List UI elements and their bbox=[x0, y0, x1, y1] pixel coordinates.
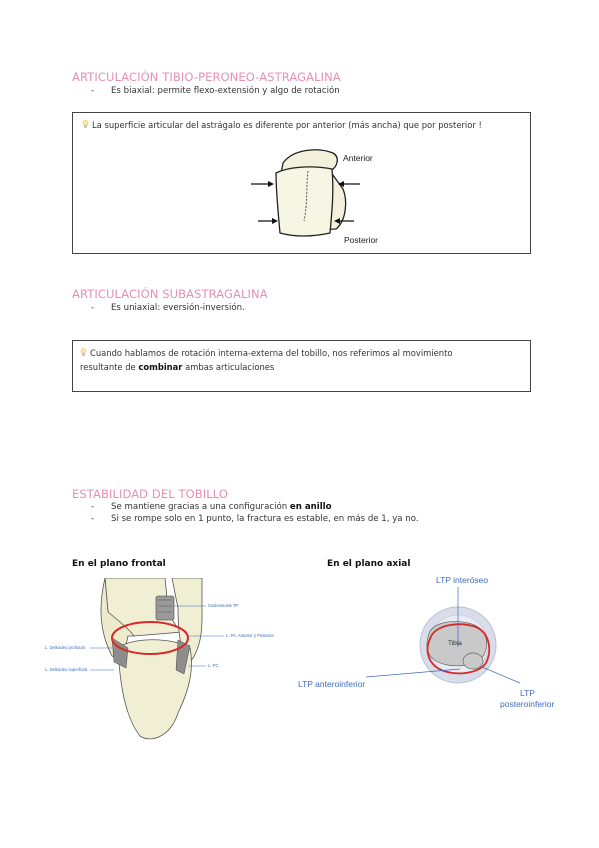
section1-callout bbox=[82, 118, 527, 132]
label-deltoideo-superficial: L. Deltoideo superficial bbox=[45, 667, 88, 672]
syndesmosis-ligament bbox=[156, 596, 174, 620]
section2-bullet: - Es uniaxial: eversión-inversión. bbox=[91, 303, 245, 313]
section2-callout-box bbox=[72, 340, 531, 392]
arrow-anterior-left-head bbox=[268, 181, 274, 187]
section2-callout-line2-pre: resultante de bbox=[80, 362, 139, 372]
section1-bullet: - Es biaxial: permite flexo-extensión y algo de rotación bbox=[91, 86, 340, 96]
label-sindesmosis: Sindesmosis TP bbox=[208, 603, 239, 608]
section2-bullet-text: Es uniaxial: eversión-inversión. bbox=[111, 303, 245, 313]
talus-body-front bbox=[276, 167, 333, 236]
label-posterior: Posterior bbox=[344, 235, 379, 245]
label-ltp-interoseo: LTP interóseo bbox=[436, 575, 489, 585]
axial-fibula bbox=[463, 653, 483, 669]
label-lpc: L. PC bbox=[208, 663, 219, 668]
label-ltp-anteroinferior: LTP anteroinferior bbox=[298, 679, 366, 689]
section1-bullet-text: Es biaxial: permite flexo-extensión y algo de rotación bbox=[111, 86, 340, 96]
section2-callout bbox=[80, 346, 525, 374]
section3-bullet2: - Si se rompe solo en 1 punto, la fractura es estable, en más de 1, ya no. bbox=[91, 514, 419, 524]
frontal-plane-figure bbox=[90, 578, 280, 746]
section3-title: ESTABILIDAD DEL TOBILLO bbox=[72, 487, 228, 501]
lightbulb-icon bbox=[82, 120, 89, 129]
section2-title: ARTICULACIÓN SUBASTRAGALINA bbox=[72, 287, 268, 301]
section3-bullet2-text: Si se rompe solo en 1 punto, la fractura es estable, en más de 1, ya no. bbox=[111, 514, 419, 524]
label-deltoideo-profundo: L. Deltoideo profundo bbox=[45, 645, 86, 650]
label-tibia: Tibia bbox=[448, 640, 462, 647]
section2-callout-line2-post: ambas articulaciones bbox=[182, 362, 275, 372]
section3-bullet1-bold: en anillo bbox=[289, 502, 332, 512]
lightbulb-icon bbox=[80, 348, 87, 357]
section2-callout-line1: Cuando hablamos de rotación interna-externa del tobillo, nos referimos al movimiento bbox=[90, 348, 453, 358]
label-lpa: L. PA. Anterior y Posterior bbox=[226, 633, 274, 638]
label-ltp-postero-2: posteroinferior bbox=[500, 699, 555, 709]
section1-callout-box bbox=[72, 112, 531, 254]
section1-callout-text: La superficie articular del astrágalo es diferente por anterior (más ancha) que por posterior ! bbox=[92, 120, 482, 130]
axial-heading: En el plano axial bbox=[327, 559, 411, 569]
section2-callout-bold: combinar bbox=[138, 362, 183, 372]
section3-bullet1-pre: Se mantiene gracias a una configuración bbox=[111, 502, 290, 512]
arrow-posterior-left-head bbox=[272, 218, 278, 224]
section1-title: ARTICULACIÓN TIBIO-PERONEO-ASTRAGALINA bbox=[72, 70, 341, 84]
label-ltp-postero-1: LTP bbox=[520, 688, 535, 698]
label-anterior: Anterior bbox=[343, 153, 373, 163]
frontal-heading: En el plano frontal bbox=[72, 559, 166, 569]
section3-bullet1: - Se mantiene gracias a una configuración en anillo bbox=[91, 502, 332, 512]
